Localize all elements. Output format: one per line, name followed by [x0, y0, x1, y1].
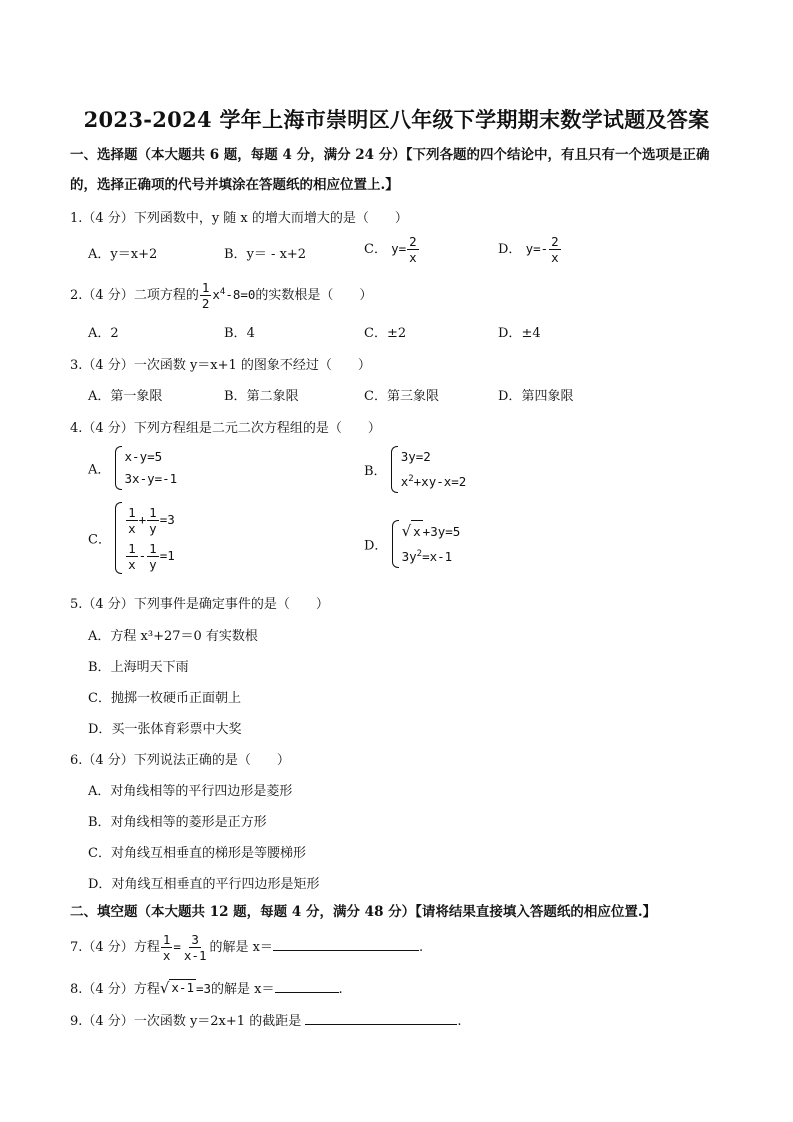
option-1d: [498, 234, 562, 265]
option-text: 第二象限: [246, 389, 299, 404]
answer-blank[interactable]: [273, 938, 419, 951]
option-label: A．: [88, 326, 111, 341]
option-label: D．: [498, 242, 522, 257]
section-1-line-2: 的，选择正确项的代号并填涂在答题纸的相应位置上.】: [70, 177, 399, 193]
question-3: [70, 354, 371, 373]
option-6d: [88, 873, 319, 892]
option-text: y＝ - x+2: [246, 247, 307, 262]
option-3a: [88, 385, 162, 404]
stem-post: 的解是 x＝: [211, 982, 275, 997]
question-number: 9.（4 分）: [70, 1014, 134, 1029]
brace-icon: [391, 446, 398, 493]
option-5b: [88, 656, 189, 675]
stem-pre: 二项方程的: [133, 288, 199, 303]
equation-row: $3y^2=x-1$: [401, 549, 453, 565]
question-number: 8.（4 分）: [70, 982, 134, 997]
question-5: [70, 593, 329, 612]
option-1b: [224, 243, 306, 262]
stem-post: 的解是 x＝: [209, 940, 273, 955]
option-label: C．: [364, 326, 387, 341]
option-5d: [88, 718, 241, 737]
option-3d: [498, 385, 573, 404]
question-number: 4.（4 分）: [70, 421, 134, 436]
option-label: B．: [224, 389, 247, 404]
equation-row: √ x +3y=5: [402, 520, 461, 543]
question-2: [70, 280, 372, 311]
option-label: C．: [88, 846, 111, 861]
equation-system: [392, 520, 461, 568]
stem-post: 的实数根是（ ）: [255, 288, 373, 303]
question-6: [70, 749, 290, 768]
option-text: 方程 x³+27＝0 有实数根: [110, 629, 258, 644]
equation-system: [115, 446, 178, 490]
option-label: B．: [88, 660, 111, 675]
equation-row: 3x-y=-1: [124, 471, 178, 486]
option-label: C．: [88, 532, 111, 548]
question-number: 1.（4 分）: [70, 211, 134, 226]
equation-row: $\frac{1}{x}$ + $\frac{1}{y}$ =3: [128, 505, 175, 536]
end-punct: .: [457, 1014, 462, 1029]
question-1: [70, 207, 408, 226]
option-1a: [88, 243, 157, 262]
option-4c: [88, 502, 175, 574]
question-number: 5.（4 分）: [70, 597, 134, 612]
option-label: A．: [88, 247, 111, 262]
option-text: 买一张体育彩票中大奖: [111, 722, 242, 737]
option-label: C．: [364, 389, 387, 404]
question-9: [70, 1010, 461, 1029]
sqrt-icon: √: [159, 979, 170, 997]
option-text: 对角线相等的菱形是正方形: [110, 815, 267, 830]
fraction: [549, 234, 561, 265]
question-stem: 下列说法正确的是（ ）: [133, 753, 290, 768]
question-stem: 一次函数 y＝x+1 的图象不经过（ ）: [133, 358, 371, 373]
option-5a: [88, 625, 258, 644]
option-label: B．: [224, 247, 247, 262]
option-label: A．: [88, 462, 111, 478]
denominator: x: [551, 250, 559, 265]
option-text: ±2: [386, 326, 407, 341]
question-number: 6.（4 分）: [70, 753, 134, 768]
sqrt-expression: √ x-1: [159, 979, 194, 997]
fraction-half: $\frac{1}{2}$: [201, 280, 210, 311]
option-text: 上海明天下雨: [110, 660, 189, 675]
option-2b: [224, 322, 255, 341]
section-1-line-1: 一、选择题（本大题共 6 题，每题 4 分，满分 24 分）【下列各题的四个结论中，有且只有一个选项是正确: [70, 147, 710, 163]
option-prefix: y=-: [525, 241, 549, 256]
question-8: 8.（4 分）方程 √ x-1 =3的解是 x＝ .: [70, 979, 343, 997]
section-1-header: [70, 140, 730, 200]
option-2a: [88, 322, 119, 341]
option-label: C．: [364, 242, 387, 257]
option-text: 对角线互相垂直的梯形是等腰梯形: [110, 846, 306, 861]
option-label: D．: [88, 877, 112, 892]
denominator: x: [409, 250, 417, 265]
numerator: 2: [551, 234, 559, 249]
equation-system: [391, 446, 467, 493]
question-stem: 下列事件是确定事件的是（ ）: [133, 597, 329, 612]
option-text: 抛掷一枚硬币正面朝上: [110, 691, 241, 706]
brace-icon: [392, 520, 399, 568]
equation-row: 3y=2: [400, 449, 431, 464]
section-2-header: [70, 897, 730, 927]
option-2c: [364, 322, 406, 341]
option-3b: [224, 385, 299, 404]
option-text: ±4: [521, 326, 541, 341]
end-punct: .: [418, 940, 424, 955]
question-number: 3.（4 分）: [70, 358, 134, 373]
page-title: 2023-2024 学年上海市崇明区八年级下学期期末数学试题及答案: [83, 107, 710, 132]
option-text: y＝x+2: [110, 247, 158, 262]
option-label: D．: [364, 538, 388, 554]
stem-pre: 方程: [133, 982, 160, 997]
equation-row: $\frac{1}{x}$ - $\frac{1}{y}$ =1: [128, 541, 175, 572]
option-6a: [88, 780, 292, 799]
brace-icon: [115, 446, 122, 490]
answer-blank[interactable]: [305, 1012, 457, 1025]
option-label: A．: [88, 784, 111, 799]
option-text: 第一象限: [110, 389, 163, 404]
option-text: 4: [246, 326, 255, 341]
end-punct: .: [338, 982, 343, 997]
option-label: D．: [88, 722, 112, 737]
equation-row: $x^2+xy-x=2$: [400, 474, 467, 490]
option-6c: [88, 842, 306, 861]
option-1c: [364, 234, 420, 265]
brace-icon: [115, 502, 122, 574]
option-text: 第三象限: [386, 389, 439, 404]
option-4a: [88, 446, 177, 490]
option-4d: [364, 520, 460, 568]
option-text: 对角线相等的平行四边形是菱形: [110, 784, 293, 799]
option-label: B．: [88, 815, 111, 830]
option-3c: [364, 385, 439, 404]
option-label: A．: [88, 629, 111, 644]
option-text: 2: [110, 326, 119, 341]
equation-rest: $x^4-8=0$: [212, 286, 256, 302]
option-label: B．: [364, 464, 387, 480]
option-label: B．: [224, 326, 247, 341]
fraction: $\frac{1}{x}$: [162, 932, 171, 963]
fraction: [407, 234, 419, 265]
option-prefix: y=: [391, 241, 407, 256]
option-4b: [364, 446, 466, 493]
question-4: [70, 417, 381, 436]
option-6b: [88, 811, 267, 830]
numerator: 2: [409, 234, 417, 249]
stem-pre: 一次函数 y＝2x+1 的截距是: [133, 1014, 302, 1029]
equation-row: x-y=5: [124, 449, 163, 464]
question-number: 7.（4 分）: [70, 940, 134, 955]
sqrt-icon: √: [401, 522, 412, 540]
option-text: 对角线互相垂直的平行四边形是矩形: [111, 877, 320, 892]
option-2d: [498, 322, 541, 341]
stem-pre: 方程: [133, 940, 160, 955]
equation-system: [115, 502, 175, 574]
option-label: A．: [88, 389, 111, 404]
section-2-line-1: 二、填空题（本大题共 12 题，每题 4 分，满分 48 分）【请将结果直接填入答题纸的相应位置.】: [70, 904, 657, 920]
option-label: D．: [498, 326, 522, 341]
question-7: 7.（4 分）方程 $\frac{1}{x}$ = $\frac{3}{x-1}$ 的解是 x＝ .: [70, 932, 424, 963]
answer-blank[interactable]: [275, 980, 339, 993]
fraction: $\frac{3}{x-1}$: [183, 932, 207, 963]
option-label: D．: [498, 389, 522, 404]
option-label: C．: [88, 691, 111, 706]
question-stem: 下列方程组是二元二次方程组的是（ ）: [133, 421, 381, 436]
option-5c: [88, 687, 241, 706]
question-stem: 下列函数中，y 随 x 的增大而增大的是（ ）: [133, 211, 408, 226]
option-text: 第四象限: [521, 389, 574, 404]
question-number: 2.（4 分）: [70, 288, 134, 303]
